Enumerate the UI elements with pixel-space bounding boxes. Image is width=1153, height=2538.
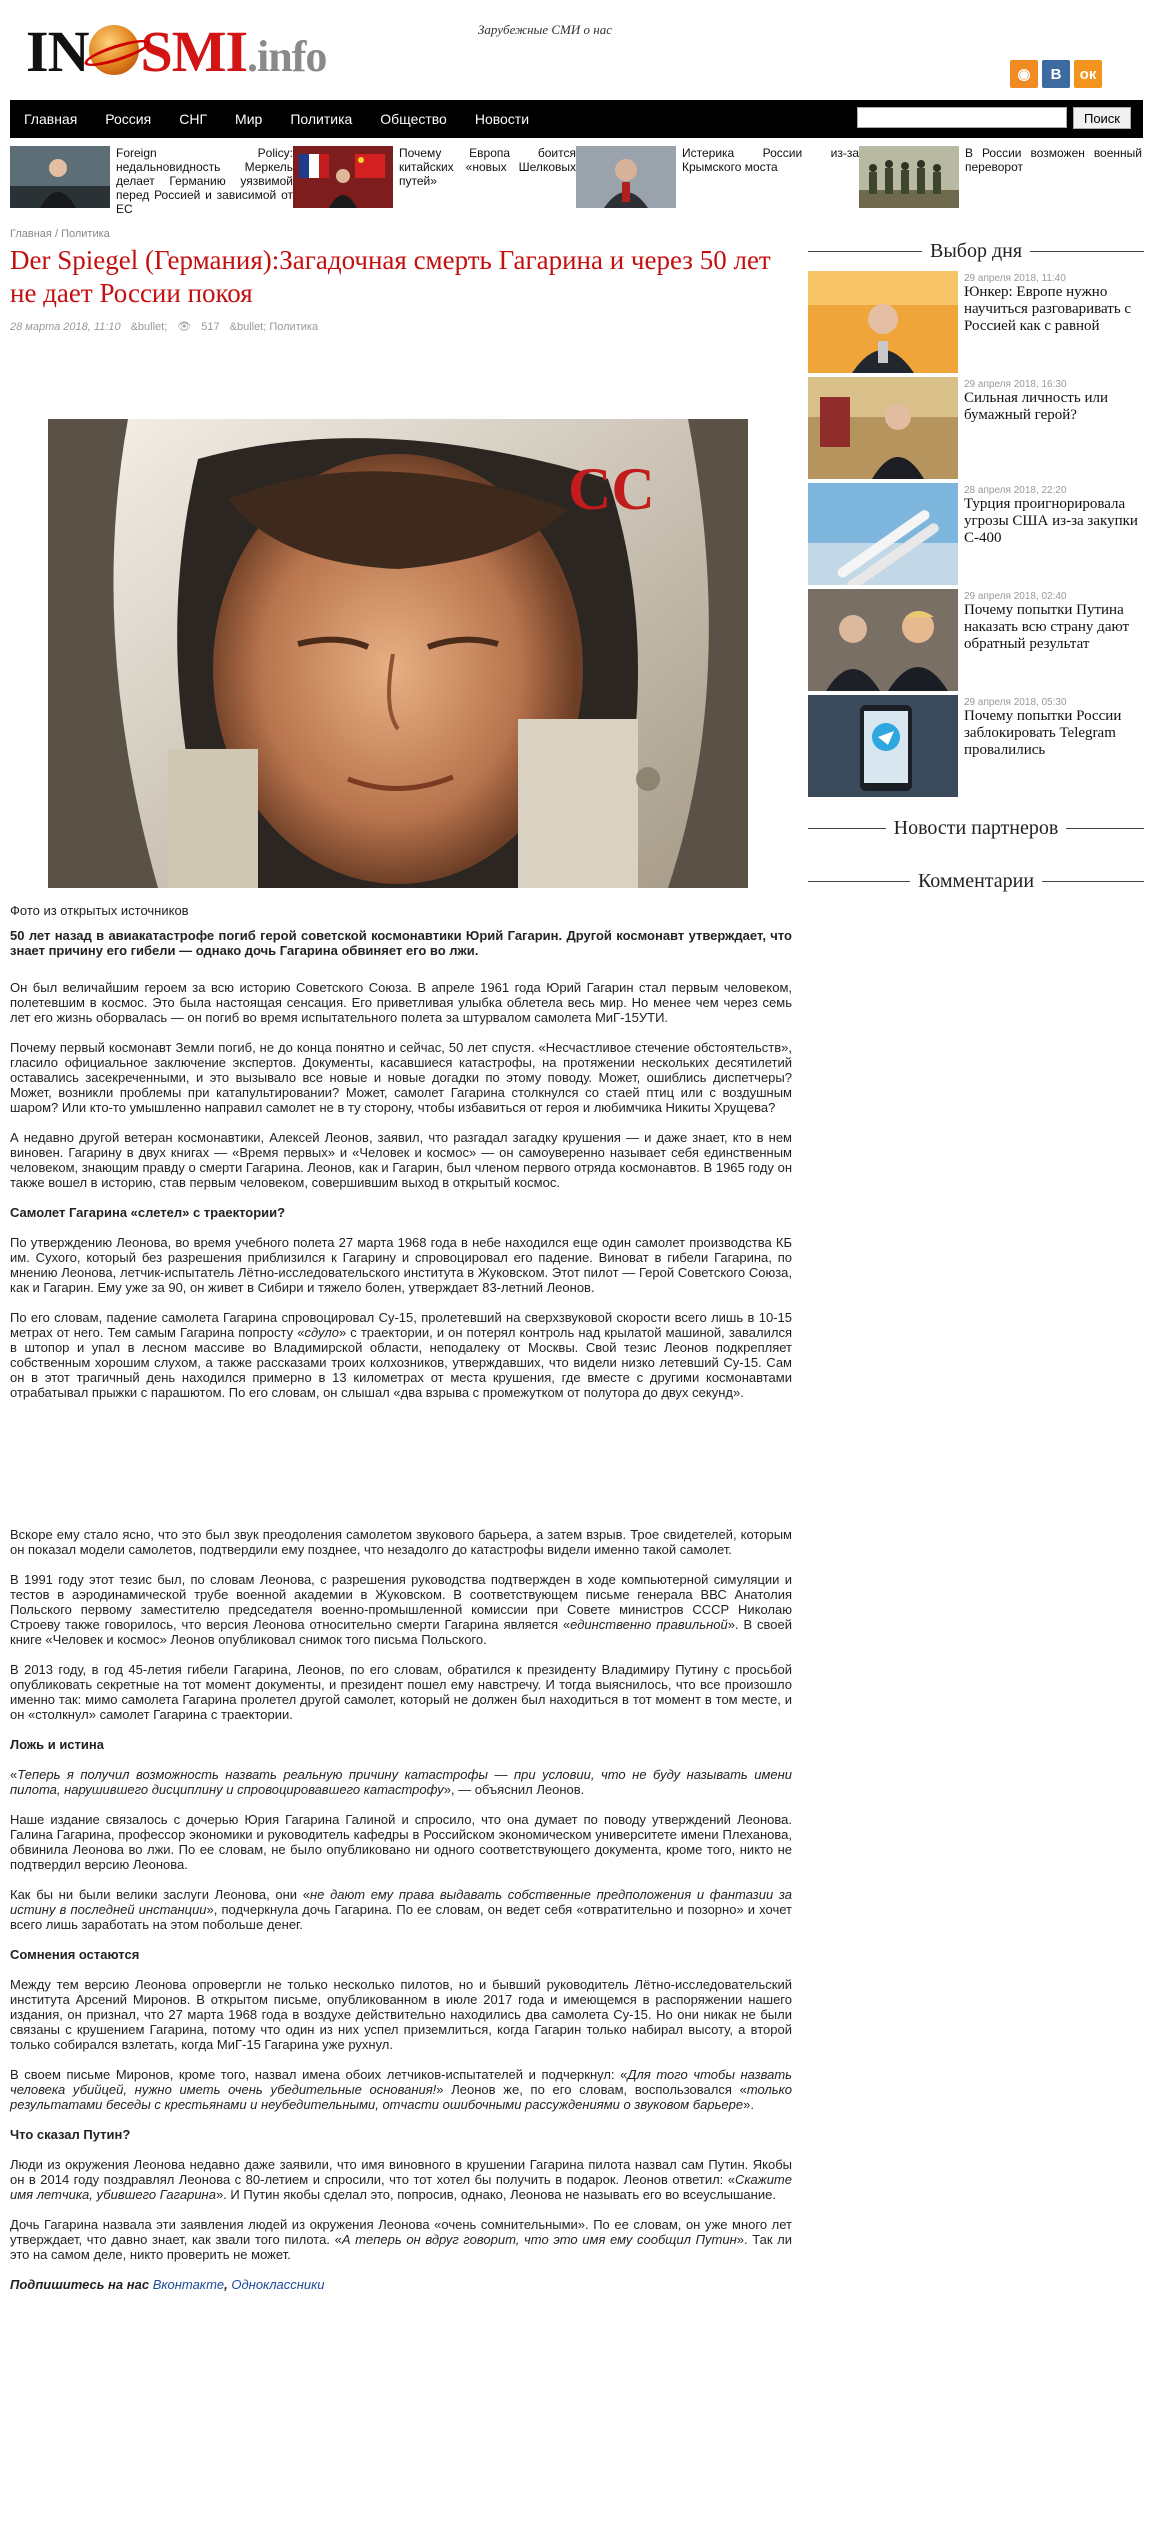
paragraph: По утверждению Леонова, во время учебного полета 27 марта 1968 года в небе находился еще один самолет производства КБ им. Сухого, который без разрешения приблизился к Гагарину и спровоцировал его падение. Виноват в гибели Гагарина, по мнению Леонова, летчик-испытатель Лётно-исследовательского института в Жуковском. Этот пилот — Герой Советского Союза, как и Гагарин. Ему уже за 90, он живет в Сибири и тяжело болен, утверждает 83-летний Леонов.: [10, 1235, 792, 1295]
text-run: » Леонов же, по его словам, воспользовался «: [436, 2082, 747, 2097]
paragraph: [10, 1887, 792, 1932]
section-heading: Сомнения остаются: [10, 1947, 140, 1962]
pick-body: [964, 271, 1144, 373]
article-body: [10, 928, 792, 2292]
text-run: В 1991 году этот тезис был, по словам Леонова, с разрешения руководства подтвержден в ходе компьютерной симуляции и тестов в аэродинамической трубе военной академии в Жуковском. В соответствующем письме генерала ВВС Анатолия Польского первому заместителю председателя военно-промышленной комиссии при Совете министров СССР Николаю Строеву также говорилось, что версия Леонова относительно смерти Гагарина является «: [10, 1572, 792, 1632]
teaser-text: Foreign Policy: недальновидность Меркель делает Германию уязвимой перед Россией и зависимой от ЕС: [116, 146, 293, 216]
breadcrumb: [10, 228, 792, 240]
teaser-text: В России возможен военный переворот: [965, 146, 1142, 174]
pick-body: [964, 483, 1144, 585]
teaser-text: Истерика России из-за Крымского моста: [682, 146, 859, 174]
photo-caption: Фото из открытых источников: [10, 903, 189, 918]
teaser-item[interactable]: [293, 146, 576, 210]
subscribe-vk-link[interactable]: Вконтакте: [152, 2277, 225, 2292]
odnoklassniki-icon[interactable]: ок: [1074, 60, 1102, 88]
pick-title: Почему попытки России заблокировать Telegram провалились: [964, 708, 1122, 758]
pick-date: 29 апреля 2018, 16:30: [964, 379, 1067, 390]
nav-item-cis[interactable]: СНГ: [179, 111, 208, 127]
paragraph: [10, 2157, 792, 2202]
paragraph: В 2013 году, в год 45-летия гибели Гагарина, Леонов, по его словам, обратился к президенту Владимиру Путину с просьбой опубликовать секретные на тот момент документы, и президент пошел ему навстречу. И тогда выяснилось, что все произошло именно так: мимо самолета Гагарина пролетел другой самолет, который не должен был находиться в тот момент в том месте, и он «столкнул» самолет Гагарина с траектории.: [10, 1662, 792, 1722]
breadcrumb-separator: /: [54, 228, 58, 240]
nav-item-home[interactable]: Главная: [24, 111, 78, 127]
search-input[interactable]: [857, 107, 1067, 128]
paragraph: Между тем версию Леонова опровергли не только несколько пилотов, но и бывший руководитель Лётно-исследовательский института Арсений Миронов. В открытом письме, опубликованном в июле 2017 года и имеющемся в распоряжении нашего издания, он признал, что 27 марта 1968 года в воздухе действительно находились два самолета Су-15. Но они никак не были связаны с крушением Гагарина, потому что один из них успел приземлиться, когда Гагарин только набирал высоту, а второй только собирался взлетать, когда МиГ-15 Гагарина уже рухнул.: [10, 1977, 792, 2052]
paragraph: Вскоре ему стало ясно, что это был звук преодоления самолетом звукового барьера, а затем взрыв. Трое свидетелей, которым он показал модели самолетов, подтвердили ему позднее, что незадолго до катастрофы видели именно такой самолет.: [10, 1527, 792, 1557]
text-run: По его словам, падение самолета Гагарина спровоцировал Су-15, пролетевший на сверхзвуковой скорости всего лишь в 10-15 метрах от него. Тем самым Гагарина попросту «: [10, 1310, 792, 1340]
paragraph: Наше издание связалось с дочерью Юрия Гагарина Галиной и спросило, что она думает по поводу утверждений Леонова. Галина Гагарина, профессор экономики и руководитель кафедры в Российском экономическом университете имени Плеханова, обвинила Леонова во лжи. По ее словам, не было опубликовано ни одного соответствующего документа, кроме того, никто не подтвердил версию Леонова.: [10, 1812, 792, 1872]
pick-date: 29 апреля 2018, 02:40: [964, 591, 1067, 602]
italic-run: только результатами беседы с крестьянами и неубедительными, отчасти ошибочными рассуждениями о звуковом барьере: [10, 2082, 792, 2112]
text-run: ». В своей книге «Человек и космос» Леонов опубликовал снимок того письма Польского.: [10, 1617, 793, 1647]
article-category[interactable]: &bullet; Политика: [229, 320, 319, 333]
pick-title: Почему попытки Путина наказать всю страну дают обратный результат: [964, 602, 1130, 652]
section-heading: Самолет Гагарина «слетел» с траектории?: [10, 1205, 286, 1220]
paragraph: Почему первый космонавт Земли погиб, не до конца понятно и сейчас, 50 лет спустя. «Несчастливое стечение обстоятельств», гласило официальное заключение экспертов. Документы, касавшиеся катастрофы, на протяжении нескольких десятилетий оставались засекреченными, и это вызывало все новые и новые догадки по этому поводу. Может, ошиблись диспетчеры? Может, возникли проблемы при катапультировании? Может, самолет Гагарина столкнулся со стаей птиц или с воздушным шаром? Или кто-то умышленно направил самолет не в ту сторону, чтобы избавиться от героя и любимчика Никиты Хрущева?: [10, 1040, 792, 1115]
rss-icon[interactable]: ◉: [1010, 60, 1038, 88]
pick-date: 28 апреля 2018, 22:20: [964, 485, 1067, 496]
pick-body: [964, 377, 1144, 479]
teaser-thumbnail: [859, 146, 959, 208]
italic-run: Скажите имя летчика, убившего Гагарина: [10, 2172, 792, 2202]
partners-news-heading: [808, 817, 1144, 840]
nav-item-russia[interactable]: Россия: [105, 111, 152, 127]
subscribe-ok-link[interactable]: Одноклассники: [231, 2277, 325, 2292]
pick-title: Сильная личность или бумажный герой?: [964, 390, 1108, 423]
article-views: 517: [201, 320, 220, 333]
site-logo[interactable]: [26, 19, 327, 87]
article-photo: [48, 419, 748, 888]
ad-placeholder: [10, 1415, 792, 1527]
teaser-thumbnail: [293, 146, 393, 208]
pick-title: Юнкер: Европе нужно научиться разговаривать с Россией как с равной: [964, 284, 1132, 334]
text-run: Как бы ни были велики заслуги Леонова, они «: [10, 1887, 310, 1902]
globe-icon: [89, 25, 139, 75]
text-run: ». И Путин якобы сделал это, попросив, однако, Леонова не называть его во всеуслышание.: [215, 2187, 776, 2202]
pick-date: 29 апреля 2018, 05:30: [964, 697, 1067, 708]
section-heading: Что сказал Путин?: [10, 2127, 131, 2142]
teaser-item[interactable]: [576, 146, 859, 210]
paragraph: [10, 1310, 792, 1400]
pick-thumbnail: [808, 377, 958, 479]
section-heading: Ложь и истина: [10, 1737, 104, 1752]
teaser-thumbnail: [576, 146, 676, 208]
subscribe-line: [10, 2277, 792, 2292]
article-column: [10, 228, 792, 2292]
article-lead: 50 лет назад в авиакатастрофе погиб герой советской космонавтики Юрий Гагарин. Другой космонавт утверждает, что знает причину его гибели — однако дочь Гагарина обвиняет его во лжи.: [10, 928, 792, 958]
logo-smi: SMI: [140, 19, 248, 84]
teaser-text: Почему Европа боится китайских «новых Шелковых путей»: [399, 146, 576, 188]
pick-thumbnail: [808, 695, 958, 797]
sidebar-heading-text: Выбор дня: [929, 240, 1023, 262]
nav-item-politics[interactable]: Политика: [290, 111, 353, 127]
pick-item[interactable]: [808, 589, 1144, 691]
paragraph: [10, 2067, 792, 2112]
site-tagline: Зарубежные СМИ о нас: [478, 22, 612, 37]
text-run: », подчеркнула дочь Гагарина. По ее словам, он ведет себя «отвратительно и позорно» и хочет всего лишь заработать на этом побольше денег.: [10, 1902, 792, 1932]
text-run: В своем письме Миронов, кроме того, назвал имена обоих летчиков-испытателей и подчеркнул: «: [10, 2067, 628, 2082]
nav-item-news[interactable]: Новости: [474, 111, 530, 127]
pick-body: [964, 589, 1144, 691]
paragraph: [10, 1767, 792, 1797]
search-button[interactable]: Поиск: [1073, 107, 1131, 129]
teaser-item[interactable]: [10, 146, 293, 216]
sidebar-heading-text: Новости партнеров: [893, 817, 1059, 839]
pick-item[interactable]: [808, 483, 1144, 585]
teaser-thumbnail: [10, 146, 110, 208]
italic-run: А теперь он вдруг говорит, что это имя ему сообщил Путин: [341, 2232, 737, 2247]
pick-title: Турция проигнорировала угрозы США из-за закупки С-400: [964, 496, 1138, 546]
pick-item[interactable]: [808, 695, 1144, 797]
italic-run: Теперь я получил возможность назвать реальную причину катастрофы — при условии, что не буду называть имени пилота, нарушившего дисциплину и спровоцировавшего катастрофу: [10, 1767, 792, 1797]
pick-thumbnail: [808, 483, 958, 585]
sidebar-heading-text: Комментарии: [917, 870, 1035, 892]
paragraph: [10, 1572, 792, 1647]
logo-in: IN: [26, 19, 89, 84]
article-date: 28 марта 2018, 11:10: [10, 320, 121, 333]
text-run: », — объяснил Леонов.: [443, 1782, 585, 1797]
text-run: » с траектории, и он потерял контроль над крылатой машиной, завалился в штопор и упал в лесном массиве во Владимирской области, неподалеку от Москвы. Свой тезис Леонов подкрепляет собственным хорошим слухом, а также рассказами троих колхозников, утверждавших, что видели низко летевший Су-15. Сам он в этот трагичный день находился примерно в 13 километрах от места крушения, где вместе с другими космонавтами отрабатывал прыжки с парашютом. По его словам, он слышал «два взрыва с промежутком от полутора до двух секунд».: [10, 1325, 792, 1400]
sidebar: [808, 240, 1144, 901]
top-teasers: [10, 146, 1143, 216]
paragraph: [10, 2217, 792, 2262]
teaser-item[interactable]: [859, 146, 1142, 210]
social-links: [1010, 60, 1102, 88]
pick-thumbnail: [808, 589, 958, 691]
text-run: ».: [743, 2097, 754, 2112]
paragraph: А недавно другой ветеран космонавтики, Алексей Леонов, заявил, что разгадал загадку крушения — и даже знает, кто в нем виновен. Гагарину в двух книгах — «Время первых» и «Человек и космос» — он самоуверенно называет себя единственным человеком, знающим правду о смерти Гагарина. Леонов, как и Гагарин, был членом первого отряда космонавтов. В 1965 году он также вошел в историю, став первым человеком, совершившим выход в открытый космос.: [10, 1130, 792, 1190]
text-run: «: [10, 1767, 18, 1782]
italic-run: сдуло: [304, 1325, 339, 1340]
pick-item[interactable]: [808, 271, 1144, 373]
italic-run: Для того чтобы назвать человека убийцей, нужно иметь очень убедительные основания!: [10, 2067, 793, 2097]
vk-icon[interactable]: В: [1042, 60, 1070, 88]
article-title: Der Spiegel (Германия):Загадочная смерть Гагарина и через 50 лет не дает России покоя: [10, 245, 771, 308]
pick-date: 29 апреля 2018, 11:40: [964, 273, 1066, 284]
text-run: Дочь Гагарина назвала эти заявления людей из окружения Леонова «очень сомнительными». По ее словам, он уже много лет утверждает, что давно знает, как звали того пилота. «: [10, 2217, 792, 2247]
search-form: [857, 107, 1131, 129]
text-run: Люди из окружения Леонова недавно даже заявили, что имя виновного в крушении Гагарина пилота назвал сам Путин. Якобы он в 2014 году поздравлял Леонова с 80-летием и спросили, что тот хотел бы получить в подарок. Леонов ответил: «: [10, 2157, 792, 2187]
subscribe-separator: ,: [224, 2277, 232, 2292]
breadcrumb-section[interactable]: Политика: [61, 228, 110, 240]
main-nav: [10, 100, 1143, 138]
choice-of-day-heading: [808, 240, 1144, 263]
text-run: ». Так ли это на самом деле, никто проверить не может.: [10, 2232, 793, 2262]
article-meta: [10, 320, 792, 333]
helmet-lettering: СС: [568, 456, 655, 522]
site-header: [0, 0, 1153, 100]
nav-item-society[interactable]: Общество: [380, 111, 447, 127]
comments-heading: [808, 870, 1144, 893]
breadcrumb-home[interactable]: Главная: [10, 228, 52, 240]
eye-icon: 👁: [177, 321, 192, 333]
logo-info: .info: [247, 32, 327, 81]
article-bullet: &bullet;: [130, 320, 168, 333]
subscribe-label: Подпишитесь на нас: [10, 2277, 150, 2292]
pick-thumbnail: [808, 271, 958, 373]
nav-item-world[interactable]: Мир: [235, 111, 263, 127]
pick-item[interactable]: [808, 377, 1144, 479]
italic-run: не дают ему права выдавать собственные предположения и фантазии за истину в последней инстанции: [10, 1887, 792, 1917]
italic-run: единственно правильной: [570, 1617, 728, 1632]
paragraph: Он был величайшим героем за всю историю Советского Союза. В апреле 1961 года Юрий Гагарин стал первым человеком, полетевшим в космос. Это была настоящая сенсация. Его приветливая улыбка облетела весь мир. Но менее чем через семь лет его жизнь оборвалась — он погиб во время испытательного полета за штурвалом самолета МиГ-15УТИ.: [10, 980, 792, 1025]
pick-body: [964, 695, 1144, 797]
